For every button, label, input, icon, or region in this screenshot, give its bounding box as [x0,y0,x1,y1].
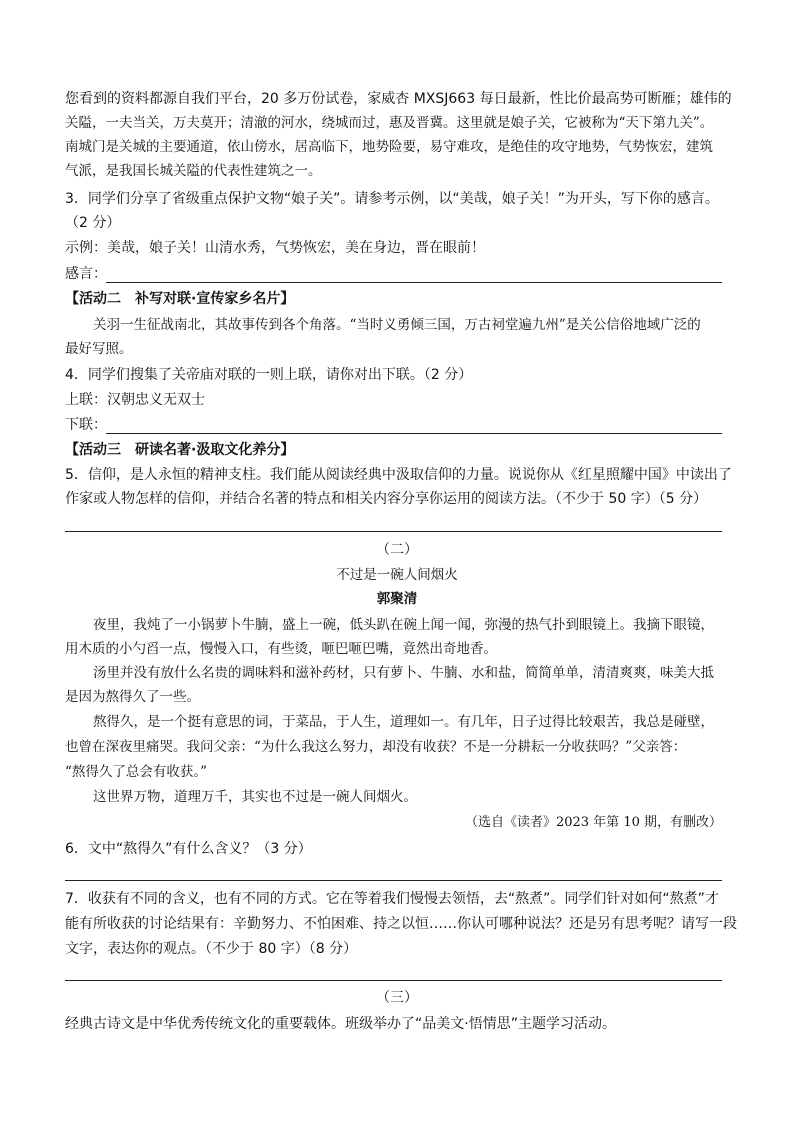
question-3-line-1: 3．同学们分享了省级重点保护文物“娘子关”。请参考示例，以“美哉，娘子关！”为开头，写下你的感言。 [65,191,719,207]
answer-line-q4[interactable] [106,433,722,434]
question-3-answer-label: 感言： [65,266,107,282]
upper-couplet: 上联：汉朝忠义无双士 [65,392,205,408]
activity-2-heading: 【活动二 补写对联·宣传家乡名片】 [65,291,295,307]
intro-line-3: 南城门是关城的主要通道，依山傍水，居高临下，地势险要，易守难攻，是绝佳的攻守地势，气势恢宏，建筑 [65,139,713,155]
question-6: 6．文中“熬得久”有什么含义？（3 分） [65,841,312,857]
article-paragraph-1-line-2: 用木质的小勺舀一点，慢慢入口，有些烫，咂巴咂巴嘴，竟然出奇地香。 [65,641,497,657]
answer-line-q7[interactable] [65,980,722,981]
lower-couplet-label: 下联： [65,417,107,433]
activity-2-paragraph-line-2: 最好写照。 [65,341,133,357]
section-2-number: （二） [376,542,418,558]
article-paragraph-3-line-2: 也曾在深夜里痛哭。我问父亲：“为什么我这么努力，却没有收获？不是一分耕耘一分收获吗？”父亲答： [65,739,687,755]
section-3-intro: 经典古诗文是中华优秀传统文化的重要载体。班级举办了“品美文·悟情思”主题学习活动。 [65,1016,616,1032]
question-5-line-2: 作家或人物怎样的信仰，并结合名著的特点和相关内容分享你运用的阅读方法。（不少于 50 字）（5 分） [65,491,708,507]
section-3-number: （三） [376,990,418,1006]
question-4: 4．同学们搜集了关帝庙对联的一则上联，请你对出下联。（2 分） [65,367,473,383]
question-7-line-2: 能有所收获的讨论结果有：辛勤努力、不怕困难、持之以恒……你认可哪种说法？还是另有思考呢？请写一段 [65,916,737,932]
answer-line-q3[interactable] [106,282,722,283]
question-7-line-3: 文字，表达你的观点。（不少于 80 字）（8 分） [65,941,358,957]
article-author: 郭聚清 [376,591,418,607]
article-paragraph-2-line-2: 是因为熬得久了一些。 [65,689,200,705]
question-5-line-1: 5．信仰，是人永恒的精神支柱。我们能从阅读经典中汲取信仰的力量。说说你从《红星照耀中国》中读出了 [65,467,732,483]
answer-line-q5[interactable] [65,531,722,532]
article-paragraph-1-line-1: 夜里，我炖了一小锅萝卜牛腩，盛上一碗，低头趴在碗上闻一闻，弥漫的热气扑到眼镜上。我摘下眼镜， [93,617,714,633]
question-7-line-1: 7．收获有不同的含义，也有不同的方式。它在等着我们慢慢去领悟，去“熬煮”。同学们针对如何“熬煮”才 [65,891,719,907]
article-paragraph-3-line-1: 熬得久，是一个挺有意思的词，于菜品，于人生，道理如一。有几年，日子过得比较艰苦，我总是碰壁， [93,714,714,730]
article-paragraph-4: 这世界万物，道理万千，其实也不过是一碗人间烟火。 [93,789,417,805]
question-3-example: 示例：美哉，娘子关！山清水秀，气势恢宏，美在身边，晋在眼前！ [65,240,485,256]
intro-line-1: 您看到的资料都源自我们平台，20 多万份试卷，家威杏 MXSJ663 每日最新，性比价最高势可断雁；雄伟的 [65,91,732,107]
activity-3-heading: 【活动三 研读名著·汲取文化养分】 [65,442,295,458]
question-3-line-2: （2 分） [65,215,121,231]
article-paragraph-2-line-1: 汤里并没有放什么名贵的调味料和滋补药材，只有萝卜、牛腩、水和盐，简简单单，清清爽爽，味美大抵 [93,665,714,681]
activity-2-paragraph-line-1: 关羽一生征战南北，其故事传到各个角落。“当时义勇倾三国，万古祠堂遍九州”是关公信俗地域广泛的 [93,317,701,333]
article-title: 不过是一碗人间烟火 [336,567,458,583]
article-paragraph-3-line-3: “熬得久了总会有收获。” [65,764,208,780]
intro-line-2: 关隘，一夫当关，万夫莫开；清澈的河水，绕城而过，惠及晋冀。这里就是娘子关，它被称为“天下第九关”。 [65,115,714,131]
intro-line-4: 气派，是我国长城关隘的代表性建筑之一。 [65,163,322,179]
article-source: （选自《读者》2023 年第 10 期，有删改） [464,815,722,830]
answer-line-q6[interactable] [65,880,722,881]
